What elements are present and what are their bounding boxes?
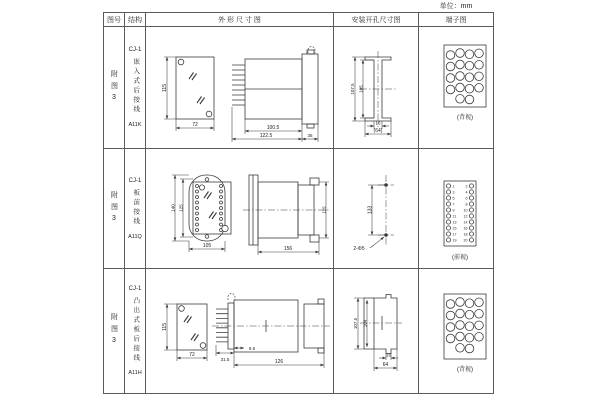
dim-64: (64) <box>373 128 383 134</box>
model-text: CJ-1 <box>128 285 142 292</box>
terminal-drawing-a11q <box>419 149 493 269</box>
svg-text:16: 16 <box>463 226 468 231</box>
hole-label: 2-Φ5 <box>353 246 365 252</box>
row3-terminal-cell <box>419 269 493 393</box>
svg-text:4: 4 <box>465 190 468 195</box>
svg-text:1: 1 <box>452 184 455 189</box>
dim-31-5: 31.5 <box>220 357 230 362</box>
dim-107-5: 107.5 <box>350 83 355 95</box>
header-outline: 外 形 尺 寸 图 <box>146 13 334 27</box>
row1-outline-cell <box>146 27 334 149</box>
dim-104: 104 <box>362 319 368 328</box>
row1-structure-cell <box>125 27 146 149</box>
row3-structure-cell <box>125 269 146 393</box>
terminal-drawing-a11h <box>419 269 493 393</box>
header-structure: 结构 <box>125 13 146 27</box>
side-view <box>212 294 330 369</box>
install-drawing-a11k <box>334 27 419 149</box>
side-view <box>243 175 329 255</box>
dim-72: 72 <box>189 352 195 358</box>
svg-text:10: 10 <box>463 208 468 213</box>
terminal-circles <box>446 298 483 353</box>
terminal-dots <box>196 185 223 232</box>
svg-text:6: 6 <box>465 196 468 201</box>
svg-text:19: 19 <box>452 238 457 243</box>
row1-terminal-cell <box>419 27 493 149</box>
front-view <box>171 175 232 252</box>
row3-outline-cell <box>146 269 334 393</box>
svg-text:13: 13 <box>452 220 457 225</box>
dim-126: 126 <box>274 359 284 365</box>
svg-text:11: 11 <box>452 214 457 219</box>
front-view <box>162 304 207 361</box>
svg-text:17: 17 <box>452 232 457 237</box>
model-text: CJ-1 <box>128 177 142 184</box>
header-terminal: 端子图 <box>419 13 493 27</box>
row1-fig-no-cell <box>104 27 125 149</box>
dim-107-5: 107.5 <box>353 317 358 330</box>
svg-text:9: 9 <box>452 208 455 213</box>
mounting-text: 嵌入式后接线 <box>132 58 140 115</box>
code-text: A11K <box>128 122 142 128</box>
model-text: CJ-1 <box>128 47 142 53</box>
outline-drawing-a11h <box>146 269 334 393</box>
svg-text:12: 12 <box>463 214 468 219</box>
dim-16: 16 <box>375 120 381 126</box>
row3-install-cell <box>334 269 419 393</box>
row2-outline-cell <box>146 149 334 269</box>
install-drawing-a11q <box>334 149 419 269</box>
spec-table <box>103 12 494 394</box>
header-fig-no: 图号 <box>104 13 125 27</box>
unit-label: 单位：mm <box>439 3 473 10</box>
svg-text:18: 18 <box>463 232 468 237</box>
svg-text:8: 8 <box>465 202 468 207</box>
install-drawing-a11h <box>334 269 419 393</box>
row2-structure-cell <box>125 149 146 269</box>
dim-105: 105 <box>202 243 212 249</box>
svg-text:20: 20 <box>463 238 468 243</box>
fig-no-text: 附图3 <box>110 190 118 227</box>
dim-72: 72 <box>192 122 198 128</box>
svg-text:14: 14 <box>463 220 468 225</box>
dim-115: 115 <box>162 84 168 92</box>
dim-9-5: 9.5 <box>248 346 256 351</box>
svg-text:7: 7 <box>452 202 455 207</box>
terminal-circles <box>446 184 473 242</box>
outline-drawing-a11q <box>146 149 334 269</box>
side-view <box>232 47 318 143</box>
svg-text:2: 2 <box>465 184 468 189</box>
header-install: 安装开孔尺寸图 <box>334 13 419 27</box>
dim-133: 133 <box>367 205 374 215</box>
row3-fig-no-cell <box>104 269 125 393</box>
row1-install-cell <box>334 27 419 149</box>
dim-115: 115 <box>321 206 327 214</box>
svg-text:15: 15 <box>452 226 457 231</box>
terminal-caption: (背视) <box>457 367 473 373</box>
row2-fig-no-cell <box>104 149 125 269</box>
dim-140: 140 <box>170 204 176 212</box>
dim-16: 16 <box>385 352 392 358</box>
dim-115: 115 <box>162 323 168 331</box>
terminal-caption: (背视) <box>457 115 473 121</box>
terminal-caption: (前视) <box>452 255 468 261</box>
code-text: A11Q <box>128 233 142 240</box>
terminal-circles <box>446 49 483 104</box>
svg-text:3: 3 <box>452 190 455 195</box>
dim-35: 35 <box>307 133 313 138</box>
dim-105: 105 <box>358 85 364 93</box>
front-view <box>162 57 214 131</box>
dim-100-5: 100.5 <box>266 125 280 131</box>
row2-install-cell <box>334 149 419 269</box>
mounting-text: 板前接线 <box>132 188 140 227</box>
svg-text:5: 5 <box>452 196 455 201</box>
code-text: A11H <box>128 370 142 377</box>
outline-drawing-a11k <box>146 27 334 149</box>
terminal-drawing-a11k <box>419 27 493 149</box>
fig-no-text: 附图3 <box>110 313 118 349</box>
terminal-numbers <box>453 184 468 242</box>
fig-no-text: 附图3 <box>110 69 118 106</box>
mounting-text: 凸出式板后接线 <box>132 296 140 364</box>
dim-125: 125 <box>178 204 184 212</box>
dim-122-5: 122.5 <box>259 133 273 139</box>
dim-156: 156 <box>283 246 293 252</box>
dim-64: 64 <box>382 362 389 368</box>
row2-terminal-cell <box>419 149 493 269</box>
